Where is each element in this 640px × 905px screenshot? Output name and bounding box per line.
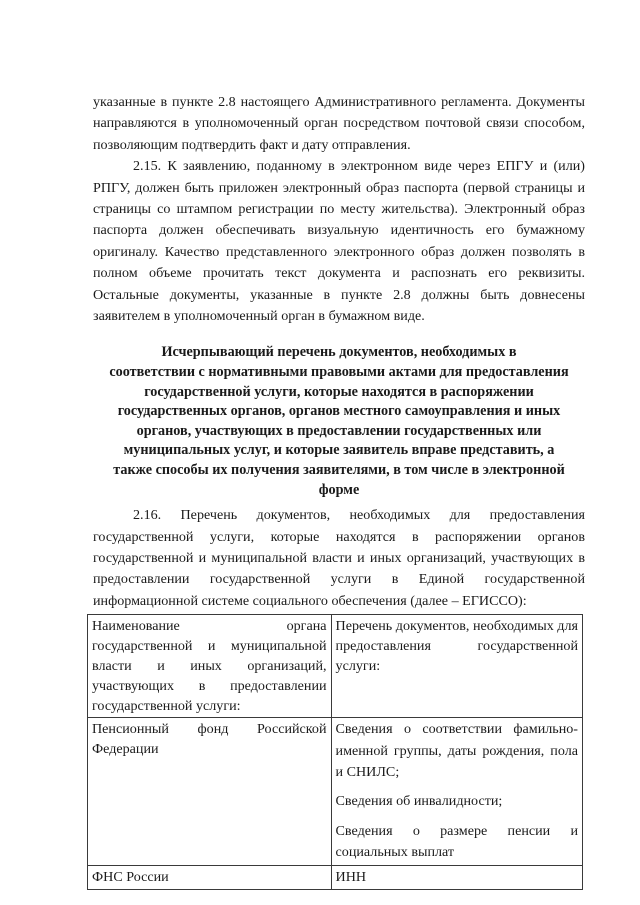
heading-line: органов, участвующих в предоставлении государственных или — [136, 422, 542, 439]
paragraph-continuation: указанные в пункте 2.8 настоящего Административного регламента. Документы направляются в уполномоченный орган посредством почтовой связи способом, позволяющим подтвердить факт и дату отправления. — [93, 94, 585, 153]
cell-documents — [331, 718, 582, 865]
cell-organization: ФНС России — [88, 865, 332, 889]
heading-line: также способы их получения заявителями, в том числе в электронной — [113, 462, 565, 479]
heading-line: форме — [318, 481, 360, 498]
document-item: Сведения о соответствии фамильно-именной группы, даты рождения, пола и СНИЛС; — [335, 721, 578, 781]
header-cell-documents: Перечень документов, необходимых для предоставления государственной услуги: — [331, 615, 582, 718]
section-heading — [93, 343, 585, 500]
heading-line: государственной услуги, которые находятся в распоряжении — [144, 383, 534, 400]
heading-line: муниципальных услуг, и которые заявитель вправе представить, а — [123, 442, 555, 459]
document-item: Сведения о размере пенсии и социальных выплат — [335, 822, 578, 861]
document-body — [93, 92, 585, 890]
cell-organization: Пенсионный фонд Российской Федерации — [88, 718, 332, 865]
table-row — [88, 865, 583, 889]
table-row — [88, 718, 583, 865]
paragraph-2-16: 2.16. Перечень документов, необходимых для предоставления государственной услуги, которые находятся в распоряжении органов государственной и муниципальной власти и иных организаций, участвующих в предоставлении государственной услуги в Единой государственной информационной системе социального обеспечения (далее – ЕГИССО): — [93, 507, 585, 609]
heading-line: государственных органов, органов местного самоуправления и иных — [117, 403, 561, 420]
table-header-row — [88, 615, 583, 718]
document-item: ИНН — [335, 868, 367, 885]
heading-line: соответствии с нормативными правовыми актами для предоставления — [109, 364, 569, 381]
paragraph-2-15: 2.15. К заявлению, поданному в электронном виде через ЕПГУ и (или) РПГУ, должен быть приложен электронный образ паспорта (первой страницы и страницы со штампом регистрации по месту жительства). Электронный образ паспорта должен обеспечивать визуальную идентичность его бумажному оригиналу. Качество представленного электронного образ должен позволять в полном объеме прочитать текст документа и распознать его реквизиты. Остальные документы, указанные в пункте 2.8 должны быть довнесены заявителем в уполномоченный орган в бумажном виде. — [93, 158, 585, 325]
heading-line: Исчерпывающий перечень документов, необходимых в — [161, 344, 517, 361]
documents-table — [87, 614, 583, 890]
cell-documents — [331, 865, 582, 889]
header-cell-organization: Наименование органа государственной и муниципальной власти и иных организаций, участвующих в предоставлении государственной услуги: — [88, 615, 332, 718]
document-item: Сведения об инвалидности; — [335, 793, 503, 810]
